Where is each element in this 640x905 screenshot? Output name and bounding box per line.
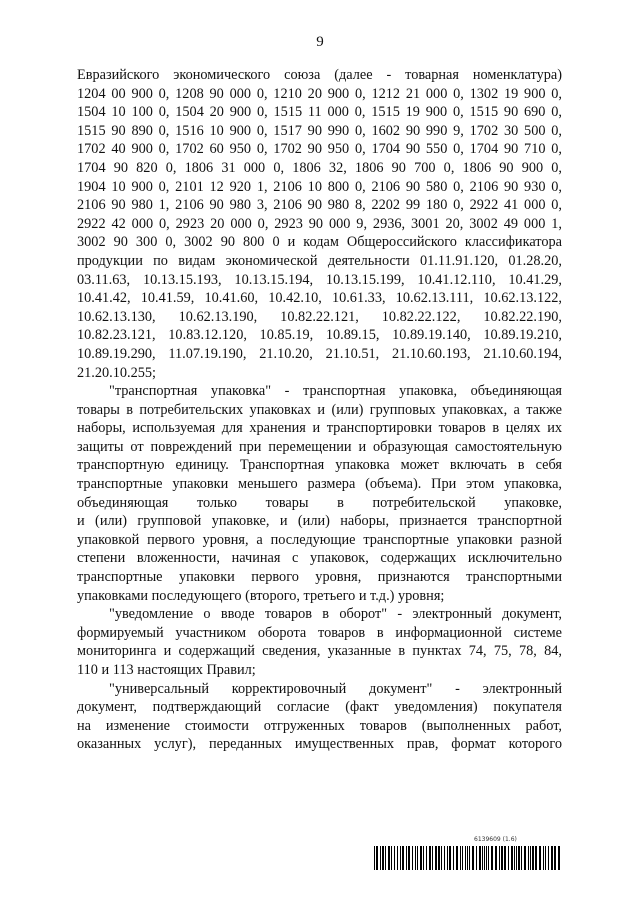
text-line: 03.11.63, 10.13.15.193, 10.13.15.194, 10.13.15.199, 10.41.12.110, 10.41.29, (77, 271, 562, 288)
text-line: 10.62.13.130, 10.62.13.190, 10.82.22.121, 10.82.22.122, 10.82.22.190, (77, 308, 562, 325)
text-line: 21.20.10.255; (77, 364, 157, 381)
definition-term-transport-package: "транспортная упаковка" - транспортная упаковка, объединяющая (109, 383, 562, 400)
text-line: транспортные упаковки меньшего размера (объема). При этом упаковка, (77, 476, 562, 493)
text-line: продукции по видам экономической деятельности 01.11.91.120, 01.28.20, (77, 252, 562, 269)
text-line: 10.82.23.121, 10.83.12.120, 10.85.19, 10.89.15, 10.89.19.140, 10.89.19.210, (77, 327, 562, 344)
text-line: транспортные упаковки первого уровня, признаются транспортными (77, 569, 562, 586)
text-line: 1515 90 890 0, 1516 10 900 0, 1517 90 990 0, 1602 90 990 9, 1702 30 500 0, (77, 122, 562, 139)
text-line: 1704 90 820 0, 1806 31 000 0, 1806 32, 1806 90 700 0, 1806 90 900 0, (77, 159, 562, 176)
text-line: упаковкой первого уровня, а последующие транспортные упаковки разной (77, 531, 562, 548)
text-line: упаковками последующего (второго, третьего и т.д.) уровня; (77, 587, 445, 604)
text-line: 10.89.19.290, 11.07.19.190, 21.10.20, 21.10.51, 21.10.60.193, 21.10.60.194, (77, 345, 562, 362)
text-line: 2106 90 980 1, 2106 90 980 3, 2106 90 980 8, 2202 99 180 0, 2922 41 000 0, (77, 197, 562, 214)
text-line: на изменение стоимости отгруженных товаров (выполненных работ, (77, 717, 562, 734)
definition-term-goods-notice: "уведомление о вводе товаров в оборот" - электронный документ, (109, 606, 562, 623)
text-line: 3002 90 300 0, 3002 90 800 0 и кодам Общероссийского классификатора (77, 234, 562, 251)
definition-term-corrective-document: "универсальный корректировочный документ" - электронный (109, 680, 562, 697)
barcode (374, 846, 562, 870)
text-line: товары в потребительских упаковках и (или) групповых упаковках, а также (77, 401, 562, 418)
text-line: 1904 10 900 0, 2101 12 920 1, 2106 10 800 0, 2106 90 580 0, 2106 90 930 0, (77, 178, 562, 195)
text-line: документ, подтверждающий согласие (факт уведомления) покупателя (77, 699, 562, 716)
text-line: транспортную единицу. Транспортная упаковка может включать в себя (77, 457, 562, 474)
document-code: 6139609 (1.6) (474, 836, 517, 843)
text-line: степени вложенности, начиная с упаковок, содержащих исключительно (77, 550, 562, 567)
text-line: объединяющая только товары в потребительской упаковке, (77, 494, 562, 511)
page-number: 9 (316, 34, 324, 50)
text-line: 1204 00 900 0, 1208 90 000 0, 1210 20 900 0, 1212 21 000 0, 1302 19 900 0, (77, 85, 562, 102)
text-line: мониторинга и содержащий сведения, указанные в пунктах 74, 75, 78, 84, (77, 643, 562, 660)
text-line: Евразийского экономического союза (далее - товарная номенклатура) (77, 67, 562, 83)
text-line: 110 и 113 настоящих Правил; (77, 662, 256, 678)
text-line: 1504 10 100 0, 1504 20 900 0, 1515 11 000 0, 1515 19 900 0, 1515 90 690 0, (77, 104, 562, 121)
text-line: 10.41.42, 10.41.59, 10.41.60, 10.42.10, 10.61.33, 10.62.13.111, 10.62.13.122, (77, 290, 562, 307)
text-line: 2922 42 000 0, 2923 20 000 0, 2923 90 000 9, 2936, 3001 20, 3002 49 000 1, (77, 215, 562, 232)
text-line: формируемый участником оборота товаров в информационной системе (77, 624, 562, 641)
text-line: 1702 40 900 0, 1702 60 950 0, 1702 90 950 0, 1704 90 550 0, 1704 90 710 0, (77, 141, 562, 158)
text-line: защиты от повреждений при перемещении и образующая самостоятельную (77, 438, 562, 455)
text-line: и (или) групповой упаковке, и (или) наборы, признается транспортной (77, 513, 562, 530)
body-text (77, 66, 562, 754)
text-line: оказанных услуг), переданных имущественных прав, формат которого (77, 736, 562, 753)
text-line: наборы, используемая для хранения и транспортировки товаров в целях их (77, 420, 562, 437)
